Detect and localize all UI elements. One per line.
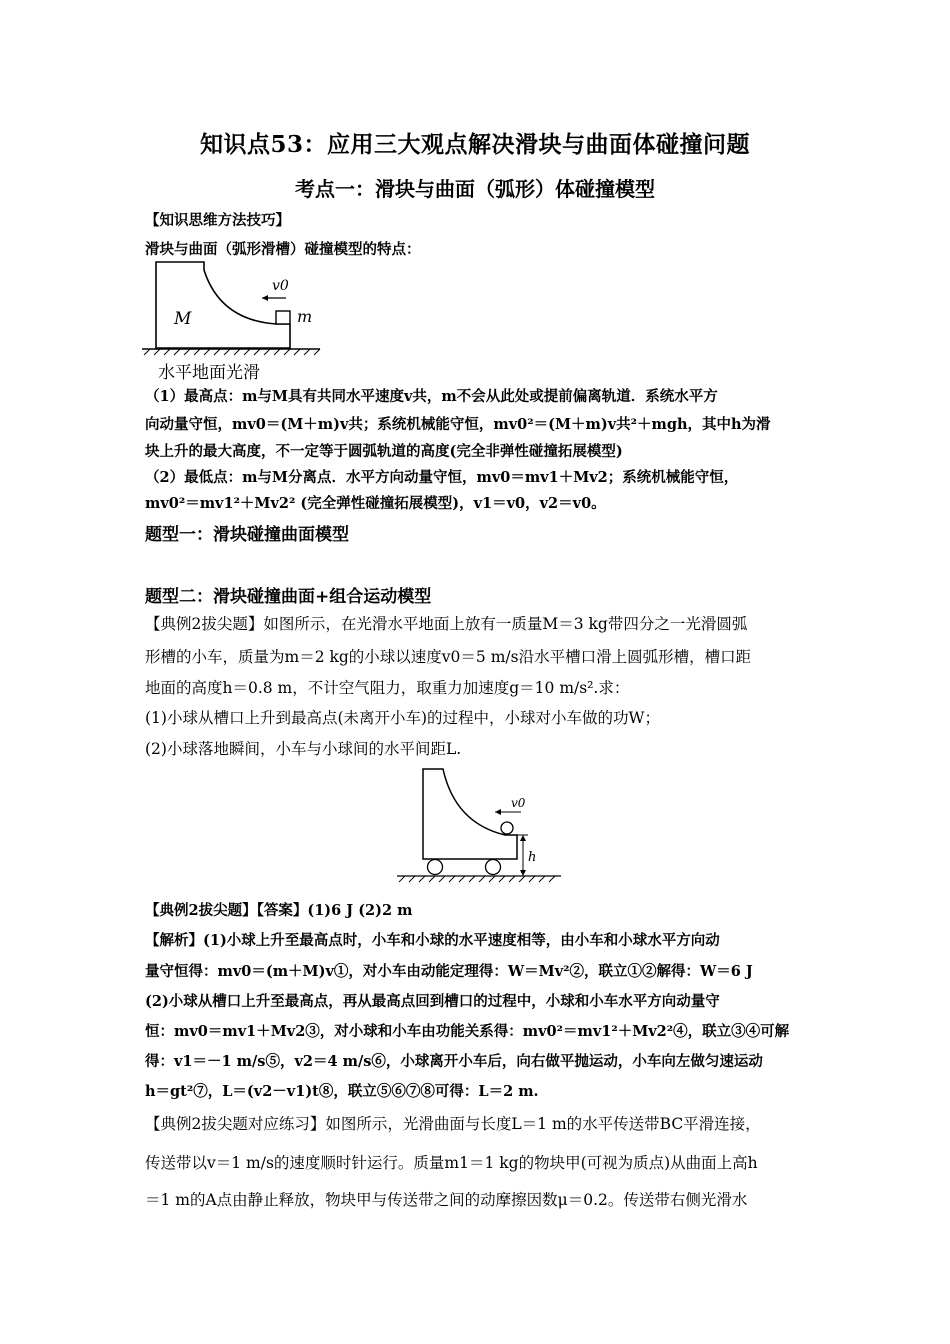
analysis-line-6: h＝gt²⑦，L＝(v2－v1)t⑧，联立⑤⑥⑦⑧可得：L＝2 m.	[145, 1083, 539, 1100]
example-line-2: 形槽的小车，质量为m＝2 kg的小球以速度v0＝5 m/s沿水平槽口滑上圆弧形槽，槽口距	[145, 648, 752, 666]
point-line-2: 向动量守恒，mv0＝(M＋m)v共；系统机械能守恒，mv0²＝(M＋m)v共²＋mgh，其中h为滑	[145, 416, 771, 433]
figure2-v0-label: v0	[511, 796, 526, 810]
figure1-v0-label: v0	[272, 278, 289, 294]
analysis-line-1: 【解析】(1)小球上升至最高点时，小车和小球的水平速度相等，由小车和小球水平方向动	[145, 932, 720, 949]
example-line-5: (2)小球落地瞬间，小车与小球间的水平间距L.	[145, 740, 462, 758]
figure1-ground-caption: 水平地面光滑	[158, 363, 260, 383]
point-line-1: （1）最高点：m与M具有共同水平速度v共，m不会从此处或提前偏离轨道．系统水平方	[145, 388, 718, 405]
point-line-4: （2）最低点：m与M分离点．水平方向动量守恒，mv0＝mv1＋Mv2；系统机械能守恒，	[145, 469, 739, 486]
example-line-4: (1)小球从槽口上升到最高点(未离开小车)的过程中，小球对小车做的功W；	[145, 709, 660, 727]
practice-line-1: 【典例2拔尖题对应练习】如图所示，光滑曲面与长度L＝1 m的水平传送带BC平滑连接，	[145, 1115, 761, 1133]
figure-slider-curved-block	[140, 258, 325, 358]
practice-line-3: ＝1 m的A点由静止释放，物块甲与传送带之间的动摩擦因数μ＝0.2。传送带右侧光滑水	[145, 1191, 748, 1209]
figure-ball-cart	[395, 763, 565, 885]
figure1-M-label: M	[174, 309, 192, 329]
section-subtitle: 考点一：滑块与曲面（弧形）体碰撞模型	[295, 177, 655, 201]
example-line-1: 【典例2拔尖题】如图所示，在光滑水平地面上放有一质量M＝3 kg带四分之一光滑圆弧	[145, 615, 748, 633]
figure2-h-label: h	[528, 850, 537, 865]
point-line-5: mv0²＝mv1²＋Mv2² (完全弹性碰撞拓展模型)，v1＝v0，v2＝v0。	[145, 495, 606, 512]
figure1-m-label: m	[297, 307, 313, 326]
point-line-3: 块上升的最大高度，不一定等于圆弧轨道的高度(完全非弹性碰撞拓展模型)	[145, 443, 623, 460]
method-intro: 滑块与曲面（弧形滑槽）碰撞模型的特点：	[145, 241, 421, 258]
method-heading: 【知识思维方法技巧】	[145, 212, 290, 229]
example-line-3: 地面的高度h＝0.8 m，不计空气阻力，取重力加速度g＝10 m/s².求：	[145, 679, 630, 697]
answer-line: 【典例2拔尖题】【答案】(1)6 J (2)2 m	[145, 902, 413, 919]
analysis-line-3: (2)小球从槽口上升至最高点，再从最高点回到槽口的过程中，小球和小车水平方向动量守	[145, 993, 720, 1010]
practice-line-2: 传送带以v＝1 m/s的速度顺时针运行。质量m1＝1 kg的物块甲(可视为质点)从曲面上高h	[145, 1154, 758, 1172]
analysis-line-2: 量守恒得：mv0＝(m＋M)v①，对小车由动能定理得：W＝Mv²②，联立①②解得：W＝6 J	[145, 963, 753, 980]
type2-heading: 题型二：滑块碰撞曲面+组合运动模型	[145, 587, 432, 607]
analysis-line-4: 恒：mv0＝mv1＋Mv2③，对小球和小车由功能关系得：mv0²＝mv1²＋Mv2²④，联立③④可解	[145, 1023, 790, 1040]
analysis-line-5: 得：v1＝－1 m/s⑤，v2＝4 m/s⑥，小球离开小车后，向右做平抛运动，小车向左做匀速运动	[145, 1053, 763, 1070]
type1-heading: 题型一：滑块碰撞曲面模型	[145, 525, 349, 545]
page-title: 知识点53：应用三大观点解决滑块与曲面体碰撞问题	[199, 131, 750, 158]
